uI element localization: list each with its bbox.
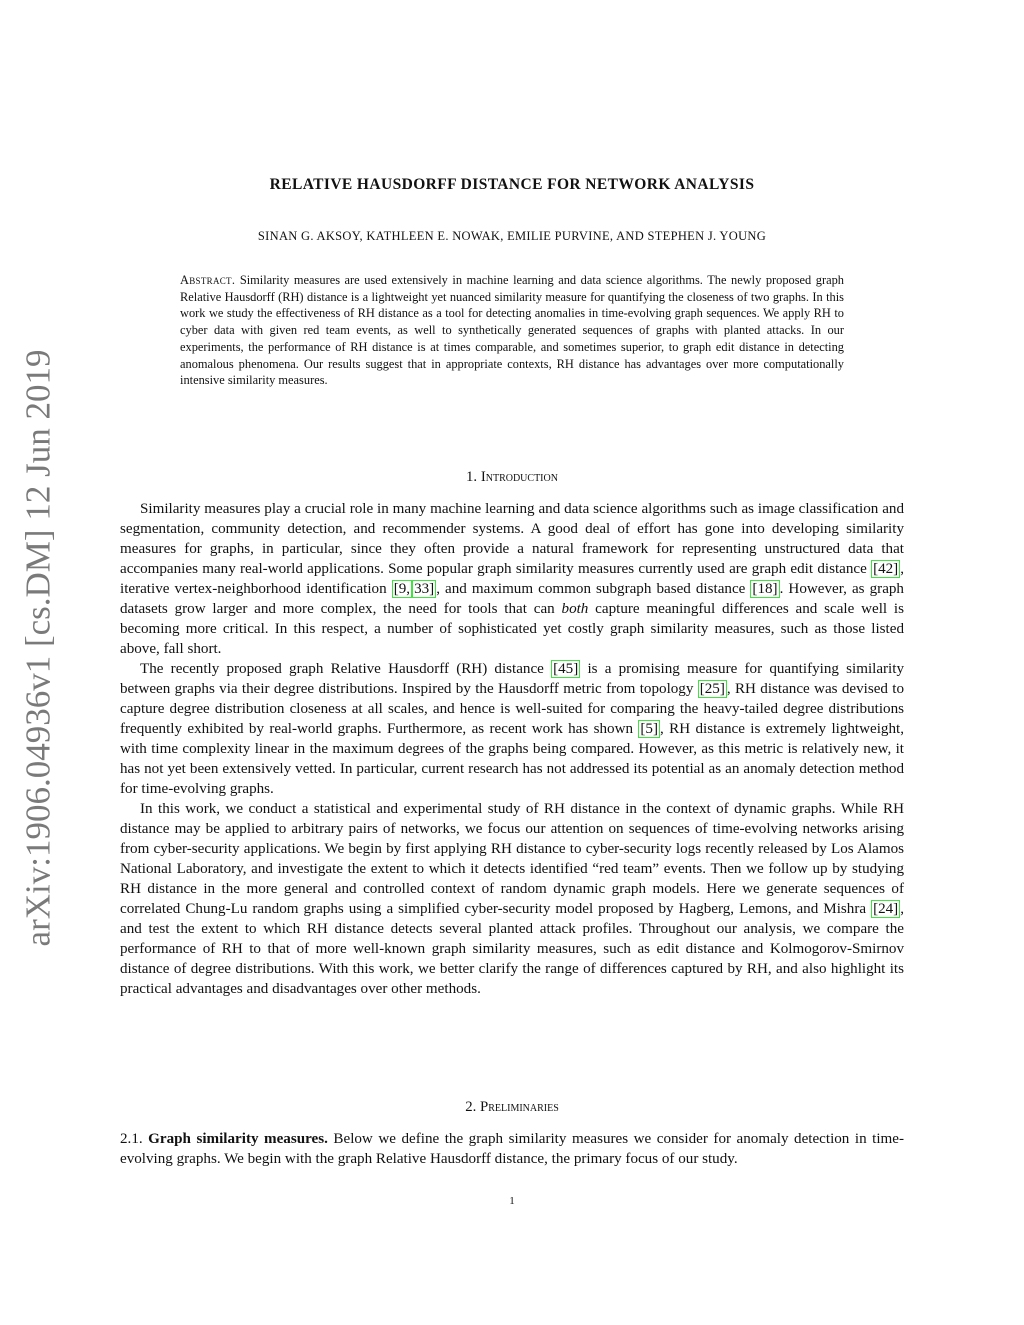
section-heading-introduction: 1. Introduction <box>466 469 558 485</box>
abstract-label: Abstract. <box>180 273 236 287</box>
intro-paragraph-2: The recently proposed graph Relative Hausdorff (RH) distance [45] is a promising measure for quantifying similarity between graphs via their degree distributions. Inspired by the Hausdorff metric from topology [25] , RH distance was devised to capture degree distribution closeness at all scales, and hence is well-suited for comparing the heavy-tailed degree distributions frequently exhibited by real-world graphs. Furthermore, as recent work has shown [5] , RH distance is extremely lightweight, with time complexity linear in the maximum degrees of the graphs being compared. However, as this metric is relatively new, it has not yet been extensively vetted. In particular, current research has not addressed its potential as an anomaly detection method for time-evolving graphs. <box>120 661 905 797</box>
subsection-paragraph: 2.1. Graph similarity measures. Below we define the graph similarity measures we consider for anomaly detection in time-evolving graphs. We begin with the graph Relative Hausdorff distance, the primary focus of our study. <box>120 1131 904 1167</box>
citation-link[interactable]: [5] <box>640 721 659 737</box>
abstract <box>180 272 844 389</box>
preliminaries-body <box>120 1129 904 1169</box>
section-heading-preliminaries: 2. Preliminaries <box>465 1099 559 1115</box>
subsection-number: 2.1. <box>120 1131 143 1147</box>
abstract-text: Similarity measures are used extensively in machine learning and data science algorithms. The newly proposed graph Relative Hausdorff (RH) distance is a lightweight yet nuanced similarity measure for quantifying the closeness of two graphs. In this work we study the effectiveness of RH distance as a tool for detecting anomalies in time-evolving graph sequences. We apply RH to cyber data with given red team events, as well to synthetically generated sequences of graphs with planted attacks. In our experiments, the performance of RH distance is at times comparable, and sometimes superior, to graph edit distance in detecting anomalous phenomena. Our results suggest that in appropriate contexts, RH distance has advantages over more computationally intensive similarity measures. <box>180 273 844 388</box>
introduction-body <box>120 499 904 999</box>
paper-authors: SINAN G. AKSOY, KATHLEEN E. NOWAK, EMILIE PURVINE, AND STEPHEN J. YOUNG <box>257 229 767 243</box>
intro-paragraph-3: In this work, we conduct a statistical and experimental study of RH distance in the context of dynamic graphs. While RH distance may be applied to arbitrary pairs of networks, we focus our attention on sequences of time-evolving networks arising from cyber-security applications. We begin by first applying RH distance to cyber-security logs recently released by Los Alamos National Laboratory, and investigate the extent to which it detects identified “red team” events. Then we follow up by studying RH distance in the more general and controlled context of random dynamic graph models. Here we generate sequences of correlated Chung-Lu random graphs using a simplified cyber-security model proposed by Hagberg, Lemons, and Mishra [24] , and test the extent to which RH distance detects several planted attack profiles. Throughout our analysis, we compare the performance of RH to that of more well-known graph similarity measures, such as edit distance and Kolmogorov-Smirnov distance of degree distributions. With this work, we better clarify the range of differences captured by RH, and also highlight its practical advantages and disadvantages over other methods. <box>120 801 904 997</box>
citation-link[interactable]: [9, <box>393 581 411 597</box>
emphasis-word: both <box>561 601 589 617</box>
page-number: 1 <box>509 1195 515 1207</box>
intro-paragraph-1: Similarity measures play a crucial role in many machine learning and data science algorithms such as image classification and segmentation, community detection, and recommender systems. A good deal of effort has gone into developing similarity measures for graphs, in particular, since they often provide a natural framework for representing unstructured data that accompanies many real-world applications. Some popular graph similarity measures currently used are graph edit distance [42] , iterative vertex-neighborhood identification [9, 33] , and maximum common subgraph based distance [18] . However, as graph datasets grow larger and more complex, the need for tools that can both capture meaningful differences and scale well is becoming more critical. In this respect, a number of sophisticated yet costly graph similarity measures, such as those listed above, fall short. <box>120 501 904 657</box>
citation-link[interactable]: [42] <box>873 561 899 577</box>
citation-link[interactable]: [45] <box>553 661 579 677</box>
citation-link[interactable]: [25] <box>699 681 725 697</box>
citation-link[interactable]: 33] <box>414 581 435 597</box>
citation-link[interactable]: [24] <box>873 901 899 917</box>
citation-link[interactable]: [18] <box>752 581 778 597</box>
arxiv-identifier-text: arXiv:1906.04936v1 [cs.DM] 12 Jun 2019 <box>18 349 57 947</box>
paper-title: RELATIVE HAUSDORFF DISTANCE FOR NETWORK ANALYSIS <box>269 176 755 193</box>
subsection-title: Graph similarity measures. <box>148 1131 328 1147</box>
arxiv-identifier <box>16 348 60 948</box>
